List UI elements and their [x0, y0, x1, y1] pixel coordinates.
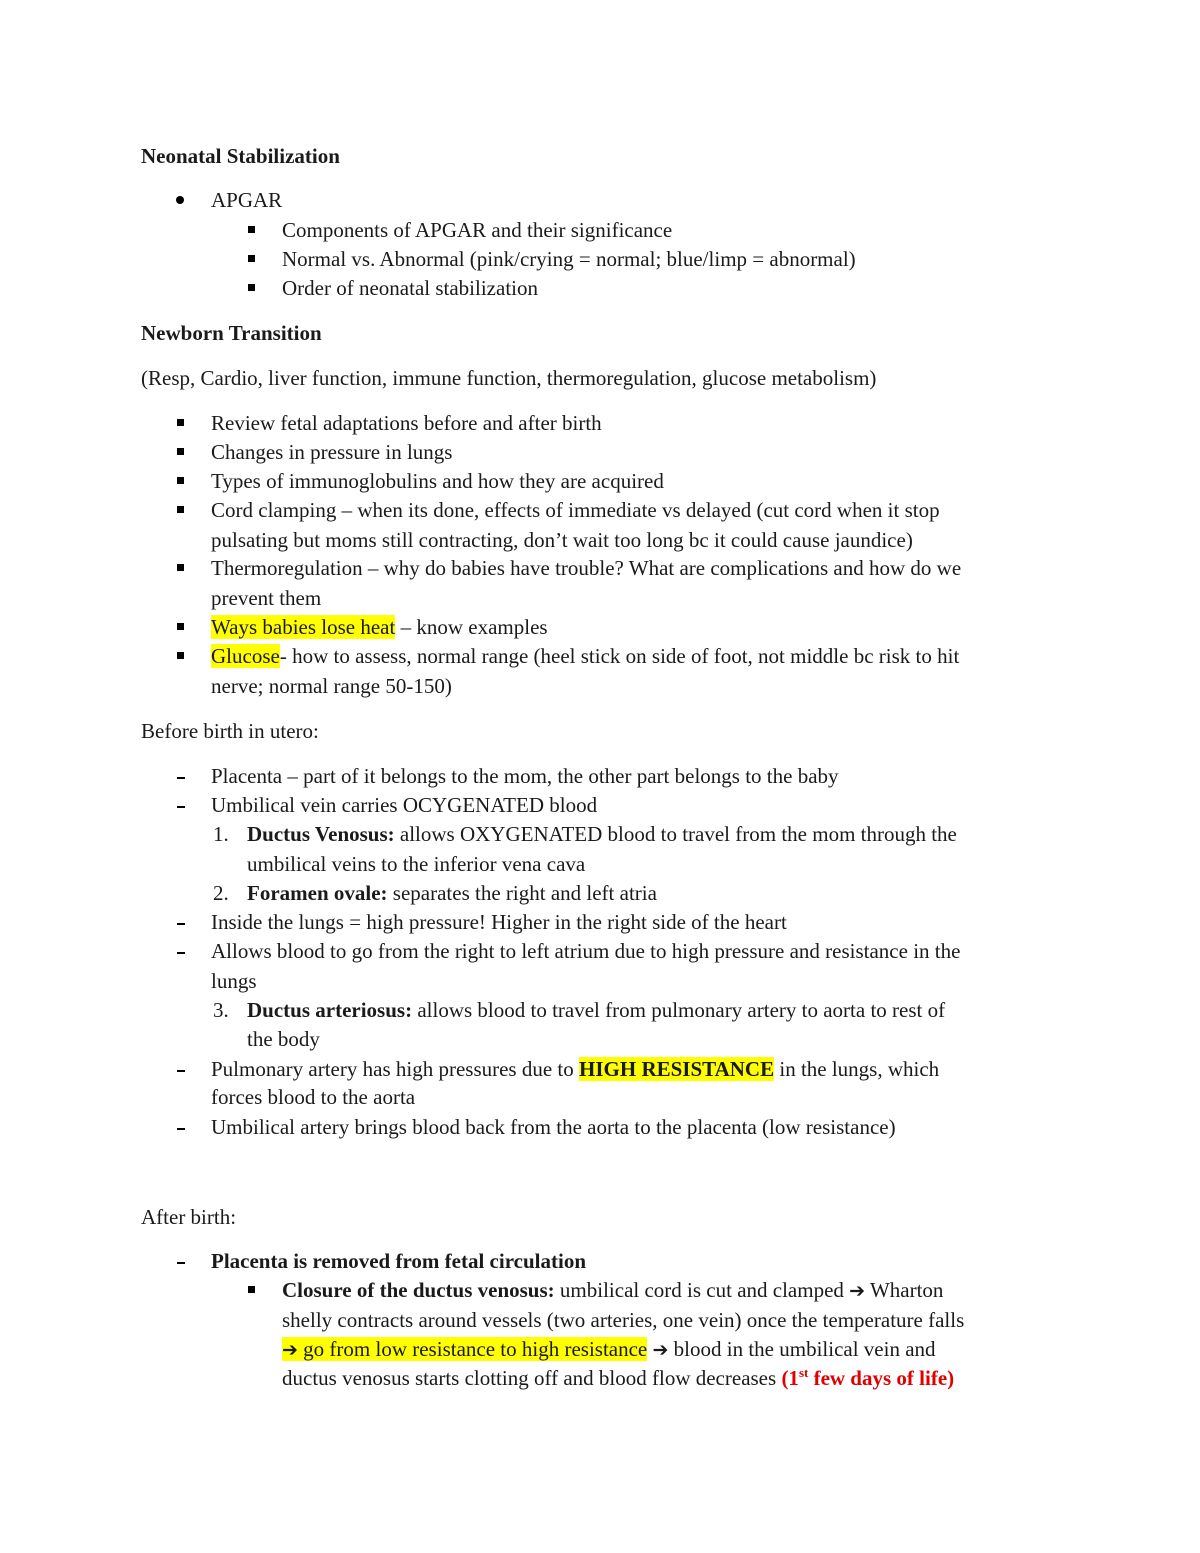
ductus-arteriosus-desc: allows blood to travel from pulmonary artery to aorta to rest of — [412, 998, 946, 1022]
transition-item-4-line-1: Cord clamping – when its done, effects of immediate vs delayed (cut cord when it stop — [211, 498, 940, 522]
bullet-square — [177, 564, 184, 571]
bullet-dot — [176, 196, 184, 204]
apgar-item-1: Components of APGAR and their significance — [282, 218, 673, 242]
before-item-4-line-1: Allows blood to go from the right to left atrium due to high pressure and resistance in the — [211, 939, 961, 963]
first-few-days-end: few days of life) — [808, 1366, 955, 1390]
bullet-square — [177, 419, 184, 426]
transition-item-4-line-2: pulsating but moms still contracting, don’t wait too long bc it could cause jaundice) — [211, 528, 913, 552]
right-arrow-icon: ➔ — [282, 1339, 298, 1361]
ductus-venosus-term: Ductus Venosus: — [247, 822, 395, 846]
bullet-dash — [177, 923, 185, 925]
bullet-dash — [177, 1070, 185, 1072]
superscript-st: st — [798, 1365, 809, 1380]
after-item-1: Placenta is removed from fetal circulation — [211, 1249, 586, 1273]
transition-item-1: Review fetal adaptations before and after birth — [211, 411, 602, 435]
before-item-3: Inside the lungs = high pressure! Higher in the right side of the heart — [211, 910, 787, 934]
highlight-glucose: Glucose — [211, 644, 280, 668]
before-item-2: Umbilical vein carries OCYGENATED blood — [211, 793, 598, 817]
ductus-arteriosus-line-2: the body — [247, 1027, 320, 1051]
closure-line-2: shelly contracts around vessels (two arteries, one vein) once the temperature falls — [282, 1308, 965, 1332]
bullet-square — [248, 1286, 255, 1293]
closure-line-1 — [282, 1276, 943, 1305]
bullet-square — [177, 477, 184, 484]
closure-desc: umbilical cord is cut and clamped — [554, 1278, 850, 1302]
transition-item-7-line-1 — [211, 642, 959, 670]
ductus-arteriosus-term: Ductus arteriosus: — [247, 998, 413, 1022]
transition-item-6 — [211, 613, 548, 641]
foramen-ovale-line — [247, 879, 657, 907]
numbered-3: 3. — [213, 998, 229, 1022]
highlight-resistance-change — [282, 1337, 647, 1361]
bullet-square — [248, 255, 255, 262]
closure-line-4-text: ductus venosus starts clotting off and blood flow decreases — [282, 1366, 782, 1390]
transition-item-6-rest: – know examples — [395, 615, 548, 639]
transition-item-3: Types of immunoglobulins and how they are acquired — [211, 469, 664, 493]
bullet-square — [177, 652, 184, 659]
bullet-square — [248, 226, 255, 233]
numbered-2: 2. — [213, 881, 229, 905]
resistance-change-text: go from low resistance to high resistance — [297, 1337, 648, 1361]
bullet-dash — [177, 1262, 185, 1264]
bullet-square — [177, 448, 184, 455]
bullet-dash — [177, 1128, 185, 1130]
transition-item-2: Changes in pressure in lungs — [211, 440, 453, 464]
transition-item-5-line-2: prevent them — [211, 586, 322, 610]
numbered-1: 1. — [213, 822, 229, 846]
before-item-5-line-2: forces blood to the aorta — [211, 1085, 416, 1109]
transition-item-7-rest: - how to assess, normal range (heel stick on side of foot, not middle bc risk to hit — [279, 644, 960, 668]
closure-line-4 — [282, 1364, 954, 1392]
before-item-6: Umbilical artery brings blood back from the aorta to the placenta (low resistance) — [211, 1115, 896, 1139]
apgar-item-3: Order of neonatal stabilization — [282, 276, 538, 300]
bullet-square — [177, 506, 184, 513]
transition-item-5-line-1: Thermoregulation – why do babies have trouble? What are complications and how do we — [211, 556, 962, 580]
before-item-5-line-1 — [211, 1055, 939, 1083]
closure-term: Closure of the ductus venosus: — [282, 1278, 555, 1302]
before-item-5-end: in the lungs, which — [774, 1057, 940, 1081]
highlight-ways-babies-lose-heat: Ways babies lose heat — [211, 615, 396, 639]
highlight-high-resistance: HIGH RESISTANCE — [579, 1057, 775, 1081]
apgar-label: APGAR — [211, 188, 283, 212]
foramen-ovale-desc: separates the right and left atria — [387, 881, 657, 905]
heading-newborn-transition: Newborn Transition — [141, 321, 322, 345]
closure-line-3 — [282, 1335, 936, 1364]
bullet-square — [248, 284, 255, 291]
right-arrow-icon: ➔ — [652, 1339, 669, 1361]
ductus-venosus-line-1 — [247, 820, 957, 848]
bullet-dash — [177, 777, 185, 779]
ductus-arteriosus-line-1 — [247, 996, 945, 1024]
right-arrow-icon: ➔ — [849, 1280, 866, 1302]
first-few-days-start: (1 — [781, 1366, 799, 1390]
closure-desc-end: Wharton — [865, 1278, 944, 1302]
ductus-venosus-desc: allows OXYGENATED blood to travel from the mom through the — [394, 822, 957, 846]
transition-item-7-line-2: nerve; normal range 50-150) — [211, 674, 452, 698]
ductus-venosus-line-2: umbilical veins to the inferior vena cava — [247, 852, 586, 876]
before-item-5-start: Pulmonary artery has high pressures due to — [211, 1057, 580, 1081]
bullet-square — [177, 623, 184, 630]
heading-before-birth: Before birth in utero: — [141, 719, 319, 743]
apgar-item-2: Normal vs. Abnormal (pink/crying = normal; blue/limp = abnormal) — [282, 247, 856, 271]
bullet-dash — [177, 806, 185, 808]
heading-after-birth: After birth: — [141, 1205, 237, 1229]
bullet-dash — [177, 952, 185, 954]
closure-line-3-rest: blood in the umbilical vein and — [668, 1337, 936, 1361]
before-item-1: Placenta – part of it belongs to the mom, the other part belongs to the baby — [211, 764, 839, 788]
before-item-4-line-2: lungs — [211, 969, 257, 993]
heading-neonatal-stabilization: Neonatal Stabilization — [141, 144, 340, 168]
newborn-transition-subtitle: (Resp, Cardio, liver function, immune function, thermoregulation, glucose metabolism) — [141, 366, 877, 390]
foramen-ovale-term: Foramen ovale: — [247, 881, 388, 905]
